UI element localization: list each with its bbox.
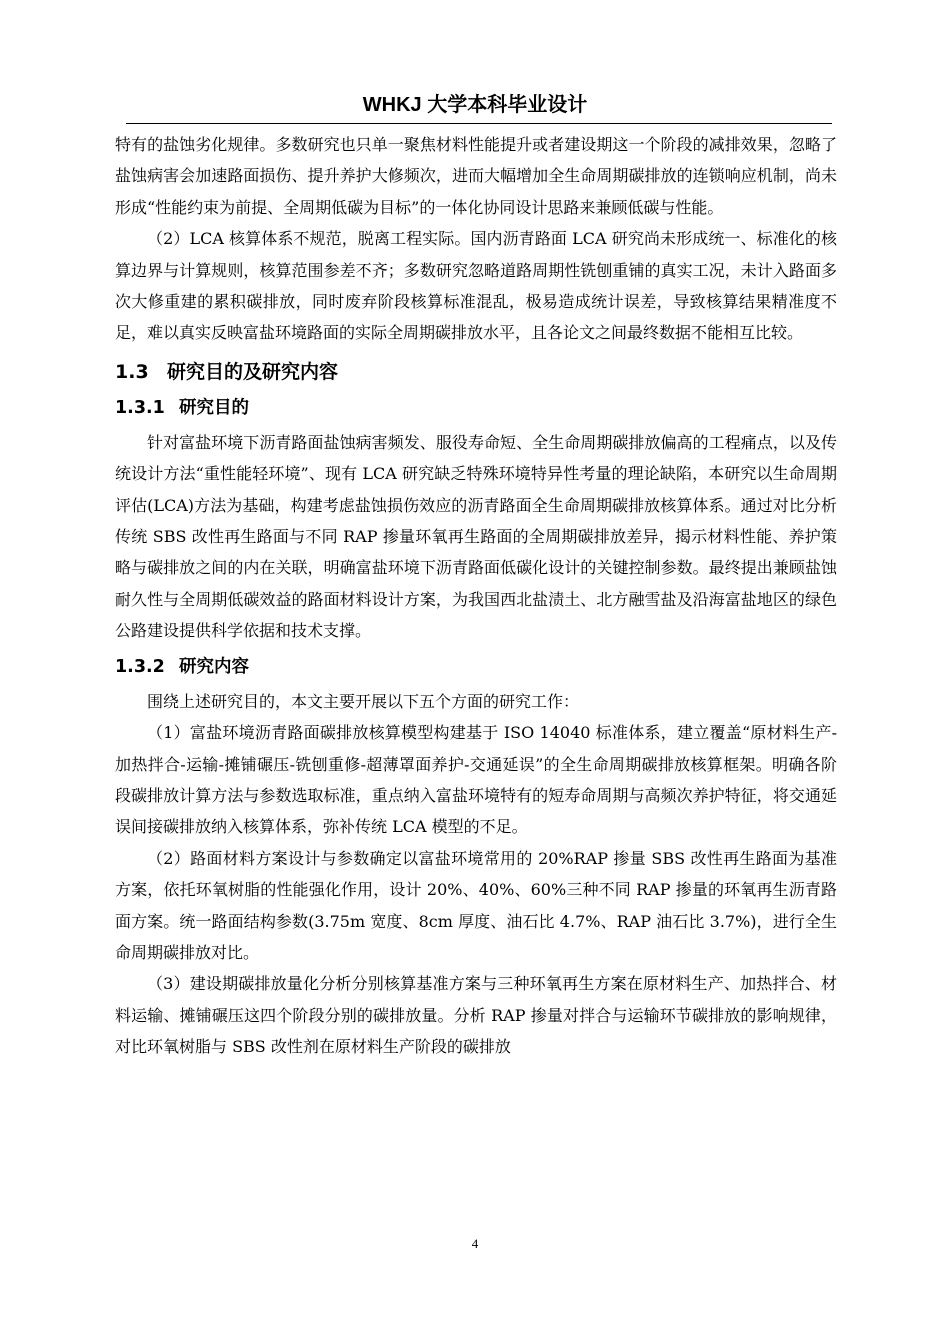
paragraph-continued: 特有的盐蚀劣化规律。多数研究也只单一聚焦材料性能提升或者建设期这一个阶段的减排效果，忽略了盐蚀病害会加速路面损伤、提升养护大修频次，进而大幅增加全生命周期碳排放的连锁响应机制，尚未形成“性能约束为前提、全周期低碳为目标”的一体化协同设计思路来兼顾低碳与性能。 [115, 135, 837, 217]
paragraph-research-purpose: 针对富盐环境下沥青路面盐蚀病害频发、服役寿命短、全生命周期碳排放偏高的工程痛点，以及传统设计方法“重性能轻环境”、现有 LCA 研究缺乏特殊环境特异性考量的理论缺陷，本研究以生命周期评估(LCA)方法为基础，构建考虑盐蚀损伤效应的沥青路面全生命周期碳排放核算体系。通过对比分析传统 SBS 改性再生路面与不同 RAP 掺量环氧再生路面的全周期碳排放差异，揭示材料性能、养护策略与碳排放之间的内在关联，明确富盐环境下沥青路面低碳化设计的关键控制参数。最终提出兼顾盐蚀耐久性与全周期低碳效益的路面材料设计方案，为我国西北盐渍土、北方融雪盐及沿海富盐地区的绿色公路建设提供科学依据和技术支撑。 [115, 432, 837, 641]
subsection-title: 研究目的 [179, 397, 249, 418]
paragraph-content-1: （1）富盐环境沥青路面碳排放核算模型构建基于 ISO 14040 标准体系，建立覆盖“原材料生产-加热拌合-运输-摊铺碾压-铣刨重修-超薄罩面养护-交通延误”的全生命周期碳排放核算框架。明确各阶段碳排放计算方法与参数选取标准，重点纳入富盐环境特有的短寿命周期与高频次养护特征，将交通延误间接碳排放纳入核算体系，弥补传统 LCA 模型的不足。 [115, 723, 837, 837]
subsection-number: 1.3.2 [115, 656, 165, 677]
subsection-heading-1-3-1 [115, 393, 837, 423]
section-title: 研究目的及研究内容 [167, 360, 339, 383]
page-number: 4 [471, 1236, 479, 1251]
subsection-heading-1-3-2 [115, 652, 837, 682]
subsection-title: 研究内容 [179, 656, 249, 677]
section-number: 1.3 [115, 360, 149, 383]
running-header-title: WHKJ 大学本科毕业设计 [362, 94, 588, 116]
paragraph-content-3: （3）建设期碳排放量化分析分别核算基准方案与三种环氧再生方案在原材料生产、加热拌合、材料运输、摊铺碾压这四个阶段分别的碳排放量。分析 RAP 掺量对拌合与运输环节碳排放的影响规律，对比环氧树脂与 SBS 改性剂在原材料生产阶段的碳排放 [115, 974, 837, 1057]
section-heading-1-3 [115, 357, 837, 387]
page-body [115, 129, 837, 1063]
paragraph-content-2: （2）路面材料方案设计与参数确定以富盐环境常用的 20%RAP 掺量 SBS 改性再生路面为基准方案，依托环氧树脂的性能强化作用，设计 20%、40%、60%三种不同 RAP 掺量的环氧再生沥青路面方案。统一路面结构参数(3.75m 宽度、8cm 厚度、油石比 4.7%、RAP 油石比 3.7%)，进行全生命周期碳排放对比。 [115, 848, 837, 962]
paragraph-lca-issue: （2）LCA 核算体系不规范，脱离工程实际。国内沥青路面 LCA 研究尚未形成统一、标准化的核算边界与计算规则，核算范围参差不齐；多数研究忽略道路周期性铣刨重铺的真实工况，未计入路面多次大修重建的累积碳排放，同时废弃阶段核算标准混乱，极易造成统计误差，导致核算结果精准度不足，难以真实反映富盐环境路面的实际全周期碳排放水平，且各论文之间最终数据不能相互比较。 [115, 229, 837, 343]
subsection-number: 1.3.1 [115, 397, 165, 418]
header-rule [126, 123, 832, 124]
paragraph-research-intro: 围绕上述研究目的，本文主要开展以下五个方面的研究工作： [147, 691, 580, 711]
